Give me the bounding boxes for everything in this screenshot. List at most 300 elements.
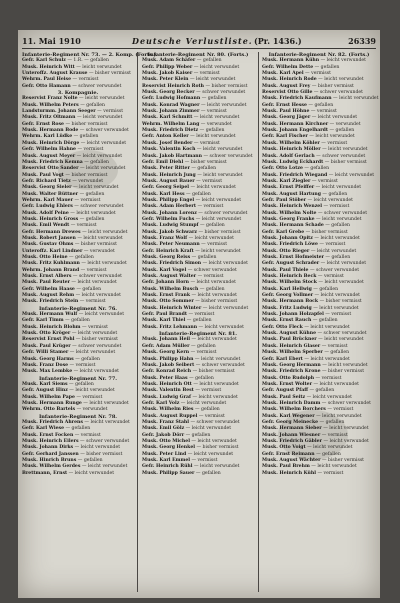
- casualty-status: — leicht verwundet: [313, 305, 359, 311]
- casualty-status: — leicht verwundet: [68, 470, 115, 476]
- casualty-status: — gefallen: [76, 286, 102, 292]
- casualty-name: Musk. August Wächter: [262, 458, 321, 463]
- casualty-status: — leicht verwundet: [316, 413, 362, 419]
- casualty-status: — gefallen: [77, 458, 103, 463]
- casualty-name: Musk. Hermann Schade: [262, 223, 324, 229]
- casualty-name: Musk. Heinrich Blohm: [22, 324, 81, 330]
- casualty-status: — vermisst: [77, 147, 104, 153]
- section-heading-text: 3. Kompagnie.: [57, 90, 99, 97]
- casualty-status: — leicht verwundet: [322, 362, 368, 368]
- casualty-status: — leicht verwundet: [73, 369, 120, 375]
- casualty-name: Musk. Peter Haas: [142, 375, 188, 381]
- casualty-status: — gefallen: [324, 350, 350, 356]
- casualty-status: — vermisst: [97, 109, 124, 115]
- casualty-status: — gefallen: [189, 375, 214, 381]
- casualty-status: — schwer verwundet: [72, 343, 122, 349]
- casualty-status: — bisher vermisst: [321, 369, 365, 375]
- casualty-name: Musk. Ludwig Stumpf: [142, 223, 199, 229]
- casualty-status: — vermisst: [191, 458, 218, 463]
- casualty-name: Musk. Wilhelm Borchers: [262, 407, 326, 413]
- section-heading-text: Infanterie-Regiment Nr. 80. (Forts.): [147, 52, 249, 58]
- casualty-name: Musk. Philipp Engel: [142, 197, 195, 203]
- casualty-status: — vermisst: [190, 350, 217, 356]
- casualty-name: Musk. Otto Kröger: [22, 331, 71, 337]
- casualty-status: — gefallen: [186, 191, 211, 197]
- casualty-status: — leicht verwundet: [304, 356, 350, 362]
- casualty-name: Gefr. Philipp Weber: [142, 64, 193, 70]
- casualty-status: — gefallen: [190, 343, 216, 349]
- casualty-status: — gefallen: [314, 64, 340, 70]
- casualty-status: — gefallen: [80, 102, 105, 108]
- casualty-status: — vermisst: [321, 343, 348, 349]
- casualty-status: — gefallen: [69, 255, 94, 260]
- casualty-status: — gefallen: [191, 166, 217, 172]
- casualty-status: — vermisst: [321, 432, 348, 438]
- casualty-name: Musk. Otto Rudolph: [262, 375, 315, 381]
- casualty-status: — gefallen: [75, 356, 100, 362]
- casualty-name: Musk. Heinrich Winter: [142, 305, 202, 311]
- casualty-status: — gefallen: [325, 255, 351, 260]
- casualty-name: Musk. August Bauer: [142, 178, 195, 184]
- casualty-status: — vermisst: [198, 413, 225, 419]
- casualty-name: Musk. Heinrich Eilers: [22, 438, 79, 444]
- casualty-status: — bisher vermisst: [65, 172, 108, 178]
- casualty-name: Musk. Hermann Bock: [262, 299, 319, 305]
- casualty-name: Musk. Otto Voigt: [262, 445, 306, 451]
- casualty-status: — vermisst: [325, 312, 352, 318]
- casualty-name: Musk. Jakob Hartmann: [142, 153, 202, 159]
- casualty-status: — vermisst: [200, 109, 227, 115]
- casualty-status: — leicht verwundet: [78, 312, 125, 318]
- casualty-status: — vermisst: [188, 312, 215, 318]
- casualty-name: Gefr. Paul Stöber: [262, 197, 307, 203]
- casualty-status: — gefallen: [309, 388, 335, 394]
- casualty-name: Musk. Georg Harms: [22, 356, 74, 362]
- casualty-status: — leicht verwundet: [180, 400, 227, 406]
- casualty-status: — gefallen: [322, 191, 348, 197]
- casualty-status: — vermisst: [305, 71, 331, 77]
- casualty-name: Gefr. Karl Wiese: [22, 426, 65, 432]
- casualty-name: Musk. Karl Hellwig: [262, 286, 312, 292]
- casualty-name: Musk. Georg Reiss: [142, 255, 191, 260]
- casualty-status: — leicht verwundet: [197, 172, 243, 178]
- casualty-name: Musk. Ernst Rauch: [262, 318, 312, 324]
- casualty-name: Gefr. Otto Hamann: [22, 83, 71, 89]
- casualty-name: Gefr. Richard Tietz: [22, 178, 71, 184]
- casualty-name: Gefr. Otto Lotze: [262, 166, 303, 172]
- casualty-status: — bisher vermisst: [65, 121, 108, 127]
- casualty-name: Musk. Friedrich Krone: [262, 369, 321, 375]
- casualty-status: — bisher vermisst: [198, 229, 241, 235]
- casualty-status: — gefallen: [319, 419, 345, 425]
- casualty-status: — vermisst: [327, 407, 354, 413]
- casualty-name: Reservist Heinrich Roth: [142, 83, 204, 89]
- casualty-status: — vermisst: [82, 324, 108, 330]
- casualty-status: — vermisst: [317, 470, 344, 476]
- casualty-name: Musk. Karl Apel: [262, 71, 304, 77]
- casualty-name: Musk. Friedrich Kemna: [22, 159, 83, 165]
- casualty-status: — leicht verwundet: [193, 64, 240, 70]
- casualty-name: Wehrm. Otto Bartels: [22, 407, 76, 413]
- publication-title: Deutsche Verlustliste.: [132, 36, 253, 46]
- casualty-name: Musk. Paul Krüger: [22, 343, 71, 349]
- casualty-name: Musk. Ernst Frank: [142, 293, 191, 299]
- casualty-name: Musk. Otto Michel: [142, 438, 190, 444]
- casualty-status: — leicht verwundet: [193, 115, 240, 121]
- casualty-status: — schwer verwundet: [80, 438, 130, 444]
- casualty-name: Wehrm. Wilhelm Lang: [142, 121, 200, 127]
- casualty-status: — gefallen: [191, 255, 217, 260]
- casualty-status: — leicht verwundet: [320, 58, 366, 64]
- casualty-name: Musk. Hinrich Bruns: [22, 458, 77, 463]
- casualty-name: Musk. Georg Kern: [142, 350, 190, 356]
- casualty-name: Musk. Fritz Kuhlmann: [22, 261, 80, 267]
- casualty-status: — gefallen: [195, 470, 221, 476]
- casualty-status: — schwer verwundet: [72, 274, 123, 280]
- casualty-status: — schwer verwundet: [317, 331, 367, 337]
- casualty-name: Musk. Ernst Wolter: [262, 381, 313, 387]
- casualty-name: Musk. August Frey: [262, 83, 311, 89]
- casualty-status: — vermisst: [201, 242, 228, 248]
- casualty-name: Gefr. Wilhelm Hahne: [22, 147, 76, 153]
- casualty-name: Musk. Jakob Schwarz: [142, 229, 198, 235]
- casualty-status: — vermisst: [70, 223, 97, 229]
- casualty-status: — leicht verwundet: [73, 185, 119, 191]
- casualty-name: Musk. Valentin Best: [142, 388, 194, 394]
- casualty-name: Musk. Georg Becker: [142, 90, 195, 96]
- casualty-status: — leicht verwundet: [185, 426, 232, 432]
- casualty-name: Unteroffz. August Krause: [22, 71, 88, 77]
- casualty-name: Gefr. Georg Vollmer: [262, 293, 314, 299]
- casualty-status: — vermisst: [196, 178, 223, 184]
- casualty-name: Musk. Johann Zimmer: [142, 109, 200, 115]
- casualty-status: — vermisst: [72, 77, 99, 83]
- casualty-status: — schwer verwundet: [196, 90, 246, 96]
- casualty-name: Musk. Fritz Lehmann: [142, 324, 198, 330]
- issue-date: 11. Mai 1910: [22, 36, 81, 46]
- casualty-status: — bisher vermisst: [205, 83, 248, 89]
- casualty-name: Musk. Karl Ziegler: [262, 178, 311, 184]
- casualty-status: — leicht verwundet: [202, 305, 249, 311]
- casualty-name: Musk. Johann Engelhardt: [262, 128, 329, 134]
- casualty-status: — leicht verwundet: [315, 185, 362, 191]
- section-heading-text: Infanterie-Regiment Nr. 78.: [38, 413, 118, 420]
- casualty-status: — leicht verwundet: [316, 216, 362, 222]
- casualty-status: — gefallen: [196, 58, 222, 64]
- casualty-name: Gefr. Georg Meinecke: [262, 419, 319, 425]
- casualty-name: Musk. Johann Heil: [142, 337, 190, 343]
- casualty-name: Musk. Wilhelm Stock: [262, 280, 317, 286]
- casualty-status: — schwer verwundet: [309, 267, 360, 273]
- casualty-name: Brettmann, Ernst: [22, 470, 68, 476]
- casualty-status: — leicht verwundet: [75, 293, 121, 299]
- casualty-status: — gefallen: [201, 96, 227, 102]
- column-rule: [137, 52, 138, 592]
- page-header: [22, 36, 376, 49]
- casualty-status: — vermisst: [197, 204, 224, 210]
- casualty-entry: [22, 471, 134, 477]
- casualty-name: Musk. Franz Wolf: [142, 235, 188, 241]
- column-2: [142, 52, 254, 594]
- casualty-name: Musk. Karl Siems: [22, 381, 68, 387]
- casualty-name: Musk. Friedrich Wiegand: [262, 172, 328, 178]
- casualty-status: — vermisst: [311, 178, 338, 184]
- casualty-name: Musk. Paul Vogt: [22, 172, 64, 178]
- casualty-status: — gefallen: [304, 166, 330, 172]
- casualty-name: Musk. Adam Schäfer: [142, 58, 196, 64]
- casualty-status: — leicht verwundet: [318, 337, 364, 343]
- casualty-status: — verwundet: [200, 121, 232, 127]
- casualty-name: Musk. Friedrich Kaufmann: [262, 96, 332, 102]
- casualty-status: — schwer verwundet: [321, 400, 371, 406]
- casualty-status: — schwer verwundet: [198, 210, 248, 216]
- casualty-name: Musk. Philipp Sauer: [142, 470, 195, 476]
- newspaper-page: [18, 30, 380, 598]
- casualty-status: — leicht verwundet: [81, 261, 127, 267]
- casualty-status: — vermisst: [315, 375, 342, 381]
- casualty-name: Musk. Hermann Kirchner: [262, 121, 329, 127]
- casualty-name: Musk. Georg Jäger: [262, 115, 311, 121]
- casualty-name: Musk. August Walter: [142, 274, 197, 280]
- casualty-status: — leicht verwundet: [309, 134, 355, 140]
- casualty-name: Musk. Wilhelm Sperber: [262, 350, 323, 356]
- casualty-name: Musk. Peter Klein: [142, 77, 189, 83]
- casualty-status: — leicht verwundet: [79, 166, 126, 172]
- casualty-status: — leicht verwundet: [311, 464, 357, 470]
- casualty-status: — schwer verwundet: [190, 419, 240, 425]
- casualty-name: Musk. Emil Wendt: [22, 223, 70, 229]
- casualty-status: — leicht verwundet: [76, 153, 123, 159]
- casualty-status: — gefallen: [65, 318, 90, 324]
- casualty-name: Gefr. August Pfaff: [262, 388, 308, 394]
- casualty-status: — leicht verwundet: [318, 77, 364, 83]
- casualty-status: — leicht verwundet: [328, 172, 375, 178]
- casualty-name: Musk. Ernst Albers: [22, 274, 72, 280]
- casualty-status: — leicht verwundet: [193, 464, 240, 470]
- casualty-name: Musk. Hermann Kühn: [262, 58, 320, 64]
- casualty-status: — gefallen: [308, 102, 334, 108]
- casualty-name: Musk. Johann Lorenz: [142, 210, 197, 216]
- casualty-status: — leicht verwundet: [191, 293, 237, 299]
- casualty-status: — leicht verwundet: [188, 235, 234, 241]
- casualty-status: — leicht verwundet: [193, 381, 239, 387]
- casualty-name: Musk. Wilhelm Peters: [22, 102, 79, 108]
- casualty-status: — gefallen: [312, 318, 338, 324]
- casualty-name: Musk. Valentin Koch: [142, 147, 196, 153]
- casualty-name: Gefr. Hermann Drewes: [22, 229, 81, 235]
- casualty-status: — vermisst: [76, 394, 103, 400]
- casualty-status: — bisher vermisst: [319, 299, 362, 305]
- casualty-status: — vermisst: [193, 140, 220, 146]
- casualty-name: Musk. Wilhelm Busch: [142, 286, 199, 292]
- casualty-status: — leicht verwundet: [314, 235, 360, 241]
- casualty-status: — leicht verwundet: [187, 451, 234, 457]
- casualty-name: Gefr. Wilhelm Haase: [22, 286, 75, 292]
- casualty-name: Musk. Heinrich Glaser: [262, 343, 321, 349]
- casualty-name: Musk. Johann Opitz: [262, 235, 313, 241]
- casualty-name: Musk. Paul Thiele: [262, 267, 309, 273]
- casualty-name: Gefr. Karl Ebert: [262, 356, 303, 362]
- casualty-name: Gefr. Ernst Rose: [22, 121, 64, 127]
- casualty-status: — leicht verwundet: [202, 261, 248, 267]
- casualty-status: — leicht verwundet: [76, 64, 122, 70]
- casualty-status: — schwer verwundet: [79, 128, 129, 134]
- casualty-name: Musk. Johann Wiesner: [262, 432, 321, 438]
- casualty-name: Musk. Heinrich Rode: [262, 77, 317, 83]
- casualty-status: — bisher vermisst: [80, 451, 123, 457]
- casualty-name: Gefr. Georg Seipel: [142, 185, 190, 191]
- casualty-status: — schwer verwundet: [316, 153, 366, 159]
- casualty-status: — leicht verwundet: [69, 350, 116, 356]
- casualty-status: — vermisst: [195, 388, 222, 394]
- casualty-name: Musk. Heinrich Jung: [142, 172, 196, 178]
- casualty-name: Musk. Karl Thiel: [142, 318, 186, 324]
- casualty-status: — bisher vermisst: [192, 369, 235, 375]
- casualty-name: Musk. Friedrich Stein: [22, 299, 79, 305]
- casualty-status: — gefallen: [69, 381, 94, 387]
- casualty-name: Reservist Ernst Pohl: [22, 337, 75, 343]
- casualty-name: Gefr. Anton Keller: [142, 134, 189, 140]
- casualty-status: — leicht verwundet: [77, 235, 123, 241]
- casualty-status: — leicht verwundet: [80, 140, 127, 146]
- casualty-name: Musk. Heinrich Beck: [262, 274, 317, 280]
- casualty-name: Musk. Heinrich Kühl: [262, 470, 316, 476]
- casualty-status: — vermisst: [80, 267, 107, 273]
- casualty-status: — gefallen: [325, 223, 351, 229]
- casualty-name: Unteroffz. Karl Lindner: [22, 248, 83, 254]
- casualty-name: Gefr. Heinrich Kraft: [142, 248, 194, 254]
- casualty-name: Gefr. Ludwig Ehlers: [22, 204, 73, 210]
- casualty-name: Musk. Wilhelm Nolte: [262, 210, 317, 216]
- casualty-name: Musk. Johann Dirks: [22, 445, 74, 451]
- casualty-status: — leicht verwundet: [196, 147, 243, 153]
- casualty-name: Wehrm. Karl Mauer: [22, 197, 74, 203]
- casualty-status: — gefallen: [79, 191, 105, 197]
- casualty-name: Landsturmm. Johann Seeger: [22, 109, 96, 115]
- casualty-status: — leicht verwundet: [323, 426, 369, 432]
- casualty-name: Musk. Heinrich Ott: [142, 381, 192, 387]
- casualty-status: — leicht verwundet: [71, 331, 118, 337]
- casualty-status: — leicht verwundet: [70, 210, 116, 216]
- casualty-entry: [262, 471, 376, 477]
- casualty-status: — verwundet: [83, 248, 115, 254]
- casualty-name: Gefr. Wilhelm Fuchs: [142, 216, 195, 222]
- casualty-status: — gefallen: [65, 426, 91, 432]
- casualty-name: Reservist Otto Gille: [262, 90, 313, 96]
- casualty-name: Gefr. Karl Volz: [142, 400, 180, 406]
- casualty-status: — bisher vermisst: [321, 458, 365, 463]
- casualty-status: — leicht verwundet: [195, 216, 242, 222]
- casualty-status: — gefallen: [186, 318, 212, 324]
- casualty-status: — leicht verwundet: [318, 280, 364, 286]
- casualty-status: — leicht verwundet: [191, 337, 237, 343]
- casualty-name: Musk. Heinrich Gross: [22, 216, 79, 222]
- casualty-name: Gefr. Karl Grebe: [262, 229, 305, 235]
- casualty-name: Gefr. Emil Diehl: [142, 159, 184, 165]
- casualty-name: Wehrm. Johann Brand: [22, 267, 80, 273]
- casualty-name: Reservist Franz Nolte: [22, 96, 78, 102]
- casualty-status: — vermisst: [69, 362, 96, 368]
- casualty-status: — bisher vermisst: [195, 299, 238, 305]
- casualty-status: — leicht verwundet: [195, 248, 241, 254]
- casualty-status: — leicht verwundet: [192, 394, 238, 400]
- casualty-status: — bisher vermisst: [75, 337, 118, 343]
- casualty-name: Musk. Karl Wegener: [262, 413, 315, 419]
- casualty-name: Musk. Ludwig Eckhardt: [262, 159, 324, 165]
- casualty-name: Gefr. Ernst Hesse: [262, 102, 307, 108]
- casualty-status: — vermisst: [74, 197, 101, 203]
- casualty-status: — bisher vermisst: [184, 159, 227, 165]
- casualty-status: — leicht verwundet: [190, 280, 236, 286]
- casualty-name: Musk. Philipp Hahn: [142, 356, 194, 362]
- casualty-status: — vermisst: [321, 140, 348, 146]
- casualty-name: Musk. Heinrich Dörge: [22, 140, 80, 146]
- casualty-status: — vermisst: [197, 274, 224, 280]
- casualty-status: — schwer verwundet: [203, 153, 253, 159]
- casualty-status: — verwundet: [76, 407, 108, 413]
- casualty-status: — leicht verwundet: [322, 147, 368, 153]
- casualty-name: Musk. Hermann Bode: [22, 128, 79, 134]
- casualty-status: — vermisst: [193, 71, 220, 77]
- casualty-name: Musk. Paul Reuter: [22, 280, 70, 286]
- casualty-name: Musk. Karl Schmitt: [142, 115, 193, 121]
- casualty-name: Musk. Konrad Wagner: [142, 102, 200, 108]
- casualty-name: Musk. Karl Vogel: [142, 267, 187, 273]
- casualty-status: — gefallen: [194, 407, 220, 413]
- casualty-status: — leicht verwundet: [320, 261, 367, 267]
- casualty-name: Gefr. Jakob Dörr: [142, 432, 185, 438]
- casualty-name: Gefr. Willi Stamer: [22, 350, 69, 356]
- list-number: (Pr. 1436.): [254, 36, 302, 46]
- casualty-status: — gefallen: [84, 159, 110, 165]
- section-heading-text: Infanterie-Regiment Nr. 81.: [158, 331, 238, 338]
- section-heading-text: Infanterie-Regiment Nr. 77.: [38, 375, 118, 382]
- casualty-name: Musk. Georg Sieler: [22, 185, 72, 191]
- casualty-name: Musk. Otto Rieger: [262, 248, 310, 254]
- casualty-name: Musk. Friedrich Dietz: [142, 128, 199, 134]
- casualty-status: — leicht verwundet: [304, 324, 350, 330]
- column-rule: [258, 52, 259, 592]
- casualty-status: — gefallen: [329, 128, 355, 134]
- casualty-status: — leicht verwundet: [189, 77, 236, 83]
- casualty-status: — leicht verwundet: [191, 438, 237, 444]
- casualty-status: — leicht verwundet: [323, 438, 369, 444]
- casualty-status: — vermisst: [310, 109, 337, 115]
- casualty-status: — schwer verwundet: [195, 362, 245, 368]
- casualty-status: — verwundet: [72, 178, 104, 184]
- casualty-status: — vermisst: [319, 242, 346, 248]
- casualty-name: Wehrm. Karl Lüdke: [22, 134, 73, 140]
- casualty-name: Musk. Gustav Ohms: [22, 242, 74, 248]
- casualty-name: Musk. Peter Ritter: [142, 166, 190, 172]
- casualty-name: Musk. Otto Heine: [22, 255, 68, 260]
- casualty-name: Musk. Adolf Peine: [22, 210, 69, 216]
- casualty-status: — schwer verwundet: [313, 90, 363, 96]
- casualty-name: Gefr. Wilhelm Dette: [262, 64, 314, 70]
- casualty-name: Musk. Georg Henkel: [142, 445, 195, 451]
- casualty-name: Musk. Hermann Runge: [22, 400, 82, 406]
- casualty-name: Musk. Robert Jansen: [22, 235, 76, 241]
- casualty-status: — leicht verwundet: [190, 134, 236, 140]
- casualty-name: Gefr. Karl Timm: [22, 318, 64, 324]
- casualty-status: — leicht verwundet: [82, 229, 128, 235]
- casualty-status: — gefallen: [199, 223, 225, 229]
- casualty-name: Gefr. Heinrich Rühl: [142, 464, 193, 470]
- section-heading-text: Infanterie-Regiment Nr. 82. (Forts.): [268, 52, 370, 58]
- casualty-name: Musk. Wilhelm Köhler: [262, 140, 320, 146]
- casualty-status: — bisher vermisst: [88, 71, 131, 77]
- casualty-name: Musk. Max Lembke: [22, 369, 73, 375]
